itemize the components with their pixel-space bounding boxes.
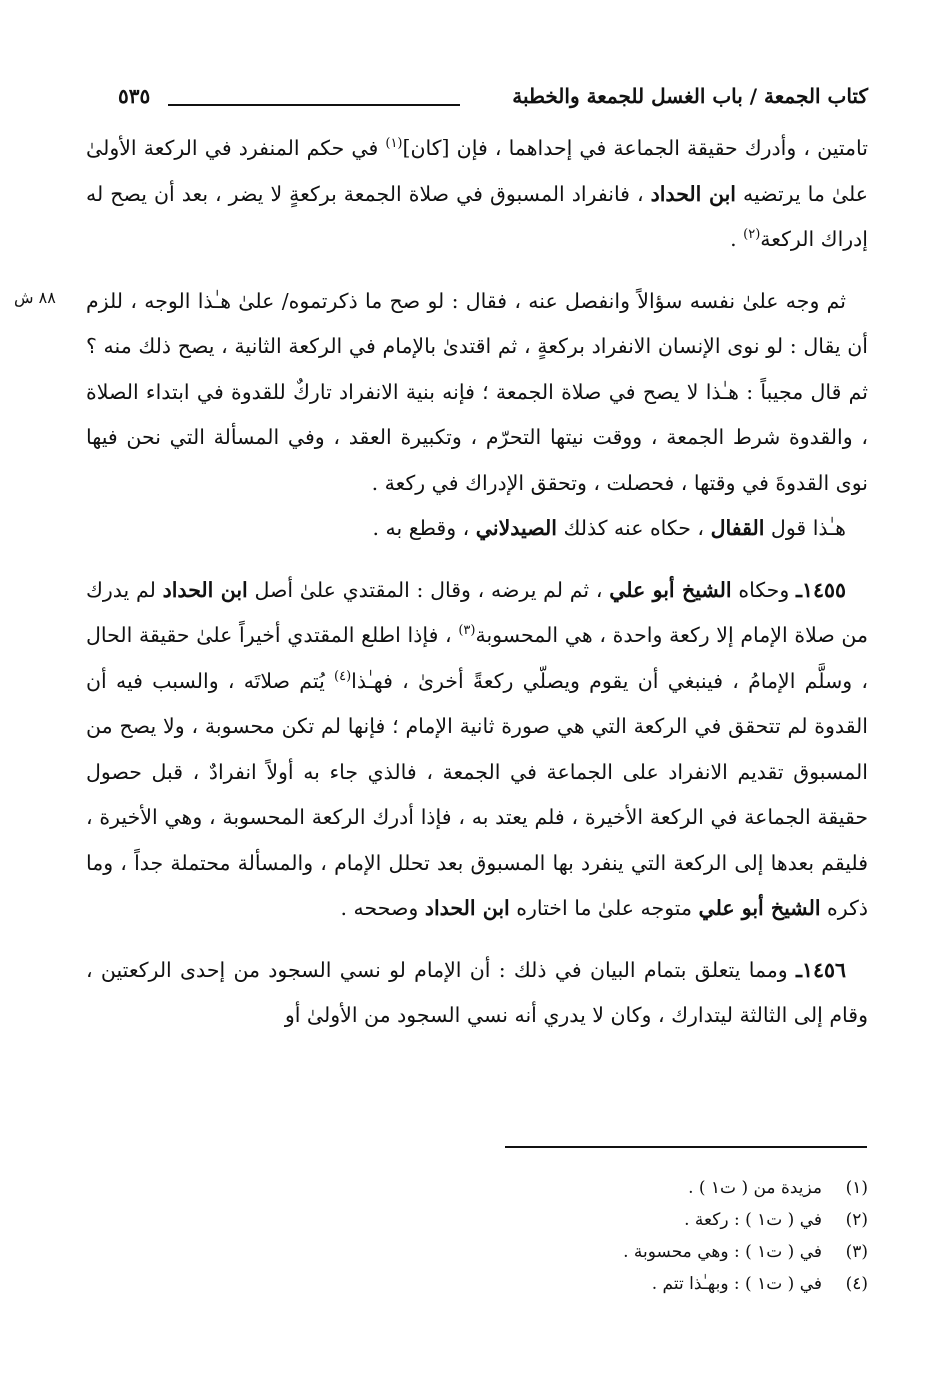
paragraph-3 bbox=[86, 506, 868, 552]
text-run: تامتين ، وأدرك حقيقة الجماعة في إحداهما ، فإن [كان] bbox=[402, 136, 868, 160]
text-run: متوجه علىٰ ما اختاره bbox=[509, 896, 699, 920]
footnote-number: (٣) bbox=[845, 1242, 868, 1262]
text-run: هـٰذا قول bbox=[764, 516, 846, 540]
text-run: وصححه . bbox=[340, 896, 425, 920]
paragraph-1455 bbox=[86, 568, 868, 932]
header-rule bbox=[168, 104, 460, 106]
text-run: يُتم صلاتَه ، والسبب فيه أن القدوة لم تتحقق في الركعة التي هي صورة ثانية الإمام ؛ فإنها لم تكن محسوبة ، ولا يصح من المسبوق تقديم الانفراد على الجماعة في الجمعة ، فالذي جاء به أولاً انفرادٌ ، قبل حصول حقيقة الجماعة في الركعة الأخيرة ، فلم يعتد به ، فإذا أدرك الركعة المحسوبة ، وهي الأخيرة ، فليقم بعدها إلى الركعة التي ينفرد بها المسبوق بعد تحلل الإمام ، والمسألة محتملة جداً ، وما ذكره bbox=[86, 668, 868, 920]
person-name: ابن الحداد bbox=[424, 896, 510, 920]
footnote-1 bbox=[268, 1172, 868, 1204]
footnote-ref-3[interactable]: (٣) bbox=[458, 623, 476, 639]
text-run: ، ثم لم يرضه ، وقال : المقتدي علىٰ أصل bbox=[247, 577, 610, 602]
footnote-number: (٢) bbox=[845, 1210, 868, 1230]
text-run: ، فإذا اطلع المقتدي أخيراً علىٰ حقيقة الحال ، وسلَّم الإمامُ ، فينبغي أن يقوم ويصلّي ركعةً أخرىٰ ، فهـٰذا bbox=[86, 623, 869, 693]
footnote-text: في ( ت١ ) : ركعة . bbox=[684, 1210, 822, 1230]
text-run: في حكم المنفرد في الركعة الأولىٰ علىٰ ما يرتضيه bbox=[86, 136, 869, 206]
footnote-ref-1[interactable]: (١) bbox=[385, 136, 403, 152]
person-name: ابن الحداد bbox=[162, 577, 248, 602]
text-run: ، فانفراد المسبوق في صلاة الجمعة بركعةٍ لا يضر ، بعد أن يصح له إدراك الركعة bbox=[86, 181, 868, 251]
text-run: وحكاه bbox=[731, 577, 796, 602]
person-name: الصيدلاني bbox=[475, 516, 557, 540]
footnote-text: في ( ت١ ) : وبهـٰذا تتم . bbox=[651, 1274, 822, 1294]
text-run: لم يدرك من صلاة الإمام إلا ركعة واحدة ، هي المحسوبة bbox=[86, 577, 868, 647]
footnote-number: (٤) bbox=[845, 1274, 868, 1294]
person-name: الشيخ أبو علي bbox=[698, 896, 821, 920]
text-run: ، حكاه عنه كذلك bbox=[556, 516, 711, 540]
footnote-text: في ( ت١ ) : وهي محسوبة . bbox=[623, 1242, 822, 1262]
person-name: ابن الحداد bbox=[650, 181, 736, 206]
text-run: ثم وجه علىٰ نفسه سؤالاً وانفصل عنه ، فقال : لو صح ما ذكرتموه/ علىٰ هـٰذا الوجه ، للزم أن يقال : لو نوى الإنسان الانفراد بركعةٍ ، ثم اقتدىٰ بالإمام في الركعة الثانية ، يصح ذلك منه ؟ ثم قال مجيباً : هـٰذا لا يصح في صلاة الجمعة ؛ فإنه بنية الانفراد تاركٌ للقدوة في ابتداء الصلاة ، والقدوة شرط الجمعة ، ووقت نيتها التحرّم ، وتكبيرة العقد ، وفي المسألة التي نحن فيها نوى القدوةَ في وقتها ، فحصلت ، وتحقق الإدراك في ركعة . bbox=[86, 288, 868, 495]
footnote-text: مزيدة من ( ت١ ) . bbox=[688, 1178, 822, 1198]
paragraph-1 bbox=[86, 126, 868, 263]
entry-number: ١٤٥٦ـ bbox=[795, 957, 846, 982]
running-header bbox=[118, 84, 868, 118]
paragraph-1456 bbox=[86, 948, 868, 1039]
page-number: ٥٣٥ bbox=[118, 84, 151, 108]
text-run: . bbox=[730, 227, 744, 251]
entry-number: ١٤٥٥ـ bbox=[795, 577, 847, 602]
footnote-ref-4[interactable]: (٤) bbox=[334, 668, 352, 684]
footnote-4 bbox=[268, 1268, 868, 1300]
footnote-number: (١) bbox=[845, 1178, 868, 1198]
footnotes bbox=[268, 1172, 868, 1300]
paragraph-2 bbox=[86, 279, 868, 507]
footnote-2 bbox=[268, 1204, 868, 1236]
text-run: ومما يتعلق بتمام البيان في ذلك : أن الإمام لو نسي السجود من إحدى الركعتين ، وقام إلى الثالثة ليتدارك ، وكان لا يدري أنه نسي السجود من الأولىٰ أو bbox=[86, 957, 868, 1027]
footnote-3 bbox=[268, 1236, 868, 1268]
text-run: ، وقطع به . bbox=[372, 516, 476, 540]
manuscript-folio-note: ٨٨ ش bbox=[14, 288, 56, 307]
body-text bbox=[86, 126, 868, 1039]
person-name: الشيخ أبو علي bbox=[609, 577, 732, 602]
running-title: كتاب الجمعة / باب الغسل للجمعة والخطبة bbox=[512, 84, 868, 108]
footnote-ref-2[interactable]: (٢) bbox=[743, 227, 761, 243]
footnote-separator bbox=[505, 1146, 867, 1148]
person-name: القفال bbox=[710, 516, 765, 540]
